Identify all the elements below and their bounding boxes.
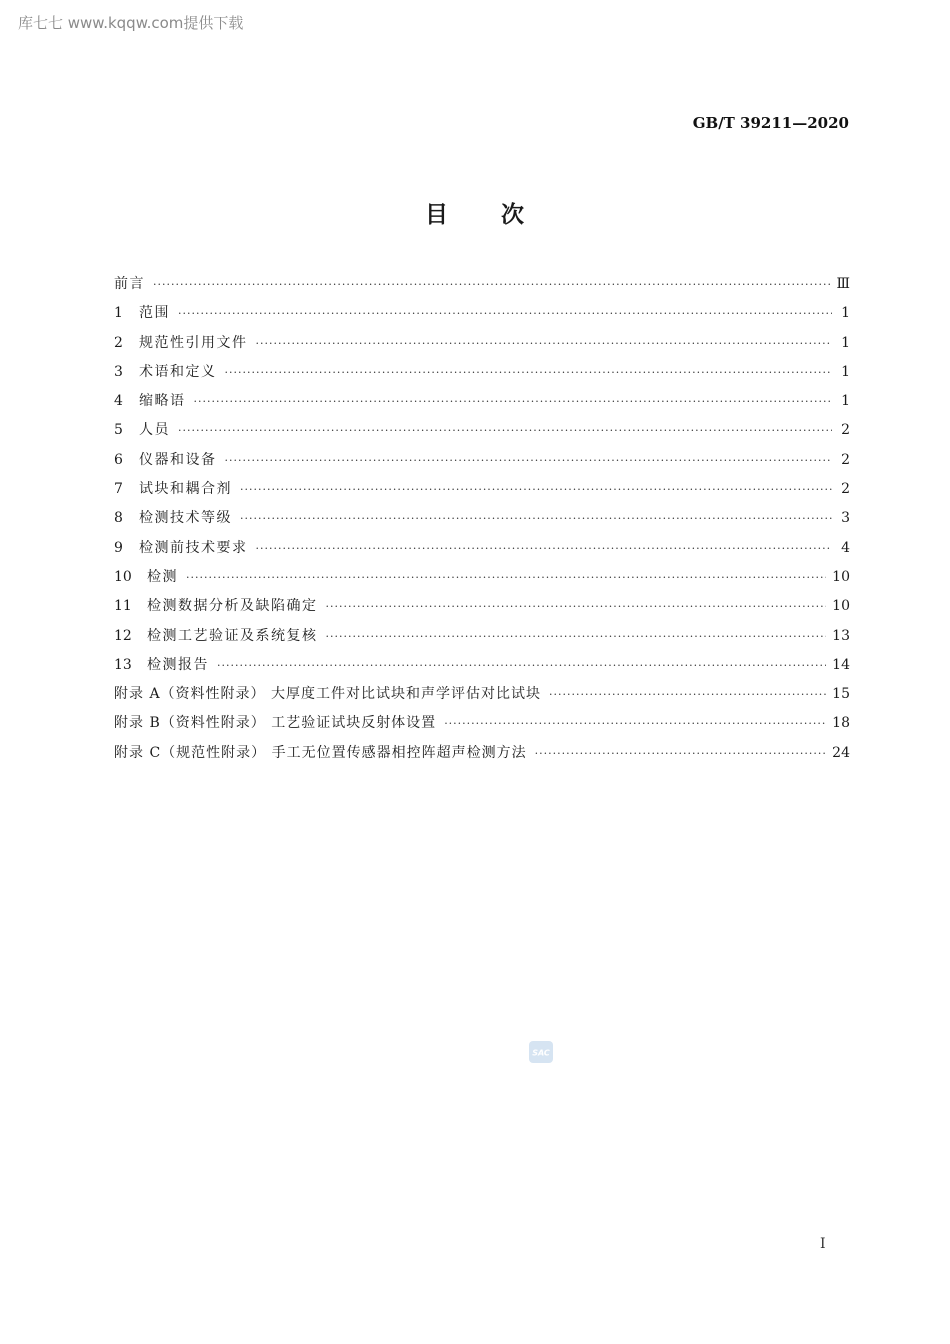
toc-label: 检测前技术要求 <box>139 539 248 556</box>
toc-row[interactable] <box>114 680 850 709</box>
watermark-text: 库七七 www.kqqw.com提供下载 <box>18 14 244 32</box>
toc-page: 2 <box>841 481 850 498</box>
toc-label: 缩略语 <box>139 393 186 410</box>
toc-page: 1 <box>841 305 850 322</box>
toc-row[interactable] <box>114 446 850 475</box>
toc-number: 13 <box>114 656 132 673</box>
toc-number: 11 <box>114 598 132 615</box>
toc-label: 附录 A（资料性附录） 大厚度工件对比试块和声学评估对比试块 <box>114 686 542 703</box>
toc-page: Ⅲ <box>836 276 850 292</box>
toc-label: 检测 <box>147 568 178 585</box>
table-of-contents <box>114 270 850 768</box>
toc-label: 检测数据分析及缺陷确定 <box>147 598 318 615</box>
title-char-2: 次 <box>501 202 525 228</box>
toc-label: 检测报告 <box>147 656 209 673</box>
toc-number: 6 <box>114 451 123 468</box>
toc-page: 15 <box>832 686 850 703</box>
toc-number: 9 <box>114 539 123 556</box>
toc-number: 3 <box>114 363 123 380</box>
toc-page: 18 <box>832 715 850 732</box>
toc-page: 1 <box>841 363 850 380</box>
toc-page: 1 <box>841 393 850 410</box>
page-title <box>0 196 950 229</box>
toc-number: 5 <box>114 422 123 439</box>
toc-row[interactable] <box>114 651 850 680</box>
toc-page: 10 <box>832 568 850 585</box>
toc-label: 附录 B（资料性附录） 工艺验证试块反射体设置 <box>114 715 437 732</box>
toc-row[interactable] <box>114 270 850 299</box>
toc-number: 8 <box>114 510 123 527</box>
toc-page: 2 <box>841 451 850 468</box>
toc-number: 1 <box>114 305 123 322</box>
toc-label: 范围 <box>139 305 170 322</box>
toc-label: 附录 C（规范性附录） 手工无位置传感器相控阵超声检测方法 <box>114 744 527 761</box>
page-number: I <box>820 1236 826 1252</box>
toc-row[interactable] <box>114 387 850 416</box>
title-char-1: 目 <box>425 202 449 228</box>
toc-number: 4 <box>114 393 123 410</box>
toc-label: 规范性引用文件 <box>139 334 248 351</box>
toc-number: 7 <box>114 481 123 498</box>
toc-row[interactable] <box>114 299 850 328</box>
toc-row[interactable] <box>114 504 850 533</box>
toc-row[interactable] <box>114 739 850 768</box>
toc-label: 前言 <box>114 276 145 292</box>
toc-row[interactable] <box>114 329 850 358</box>
toc-label: 检测技术等级 <box>139 510 232 527</box>
toc-page: 3 <box>841 510 850 527</box>
toc-label: 术语和定义 <box>139 363 217 380</box>
sac-logo-icon <box>528 1040 554 1064</box>
toc-number: 2 <box>114 334 123 351</box>
svg-text:SAC: SAC <box>532 1048 550 1058</box>
toc-label: 仪器和设备 <box>139 451 217 468</box>
toc-row[interactable] <box>114 358 850 387</box>
toc-page: 2 <box>841 422 850 439</box>
toc-page: 4 <box>841 539 850 556</box>
toc-label: 试块和耦合剂 <box>139 481 232 498</box>
toc-row[interactable] <box>114 475 850 504</box>
toc-row[interactable] <box>114 416 850 445</box>
toc-page: 14 <box>832 656 850 673</box>
toc-page: 10 <box>832 598 850 615</box>
standard-number: GB/T 39211—2020 <box>692 114 849 132</box>
toc-label: 人员 <box>139 422 170 439</box>
toc-row[interactable] <box>114 563 850 592</box>
toc-label: 检测工艺验证及系统复核 <box>147 627 318 644</box>
toc-row[interactable] <box>114 534 850 563</box>
toc-number: 10 <box>114 568 132 585</box>
toc-row[interactable] <box>114 709 850 738</box>
toc-page: 24 <box>832 744 850 761</box>
toc-row[interactable] <box>114 622 850 651</box>
toc-row[interactable] <box>114 592 850 621</box>
toc-page: 13 <box>832 627 850 644</box>
toc-page: 1 <box>841 334 850 351</box>
toc-number: 12 <box>114 627 132 644</box>
